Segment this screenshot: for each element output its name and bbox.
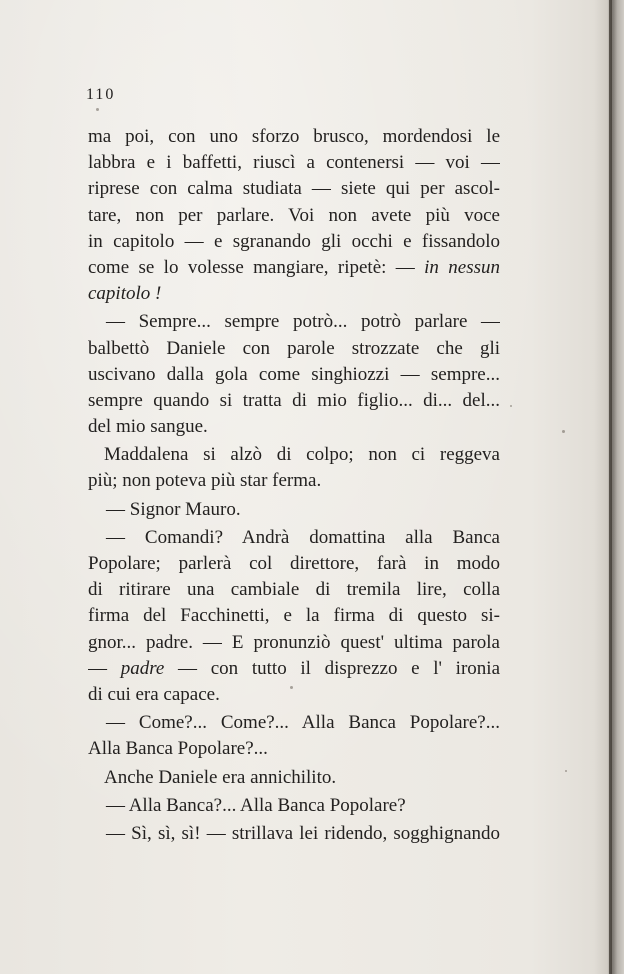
text-line: in capitolo — e sgranando gli occhi e fissandolo [88,230,500,252]
text-line: ma poi, con uno sforzo brusco, mordendosi le [88,126,500,147]
text-line: sempre quando si tratta di mio figlio... di... del... [88,389,500,411]
text-line: più; non poteva più star ferma. [88,470,322,492]
text-line: di cui era capace. [88,683,220,705]
text-line: — Sempre... sempre potrò... potrò parlare — [106,311,500,333]
text-line: Anche Daniele era annichilito. [104,766,337,788]
text-segment: — [88,657,107,679]
text-line: firma del Facchinetti, e la firma di questo si- [88,605,500,627]
text-line: di ritirare una cambiale di tremila lire, colla [88,579,500,601]
text-segment: come se lo volesse mangiare, ripetè: — [88,256,415,278]
italic-word: padre [120,657,165,679]
text-line [88,255,500,281]
text-line: — Come?... Come?... Alla Banca Popolare?... [106,712,500,734]
page-number: 110 [86,86,116,103]
text-line: Alla Banca Popolare?... [88,738,268,760]
paper-speck [562,430,565,433]
book-spine-edge [609,0,612,974]
text-segment: — con tutto il disprezzo e l' ironia [178,657,500,679]
text-line: capitolo ! [88,283,162,305]
text-line: — Signor Mauro. [106,498,241,520]
paper-speck [510,405,512,407]
text-line: — Alla Banca?... Alla Banca Popolare? [106,794,406,816]
text-line: riprese con calma studiata — siete qui per ascol- [88,178,500,200]
text-line: Popolare; parlerà col direttore, farà in modo [88,553,500,574]
text-line [88,656,500,682]
text-line: Maddalena si alzò di colpo; non ci reggeva [104,444,500,466]
text-line: labbra e i baffetti, riuscì a contenersi — voi — [88,152,500,174]
text-line: balbettò Daniele con parole strozzate che gli [88,337,500,359]
paper-speck [96,108,99,111]
text-line: — Sì, sì, sì! — strillava lei ridendo, sogghignando [106,822,500,844]
paper-speck [565,770,567,772]
text-line: gnor... padre. — E pronunziò quest' ultima parola [88,631,500,653]
body-text [88,124,500,847]
text-line: tare, non per parlare. Voi non avete più voce [88,204,500,226]
italic-phrase: in nessun [424,256,500,278]
text-line: del mio sangue. [88,416,208,438]
text-line: — Comandi? Andrà domattina alla Banca [106,526,500,548]
text-line: uscivano dalla gola come singhiozzi — sempre... [88,363,500,385]
